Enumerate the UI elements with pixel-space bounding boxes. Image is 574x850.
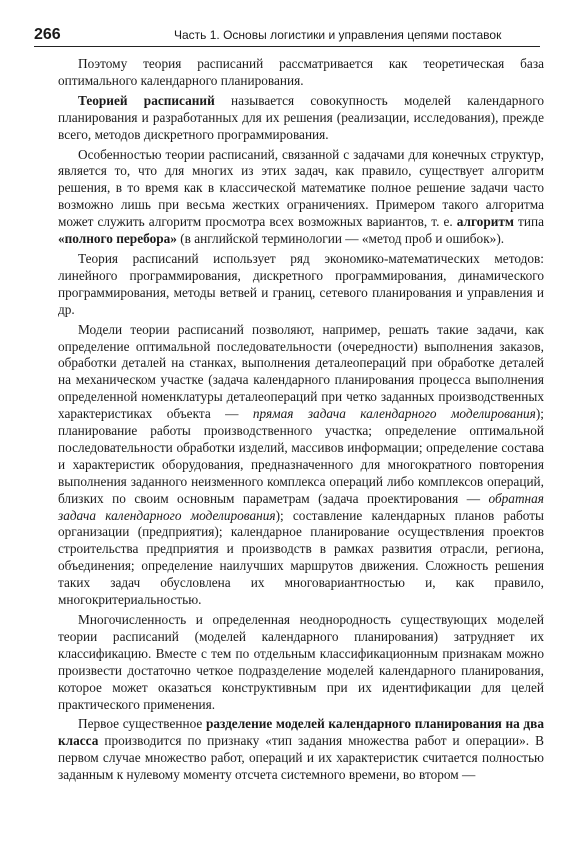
bold-term: разделение моделей календарного планирования на два класса	[58, 716, 544, 749]
text-run: Теория расписаний использует ряд экономико-математических методов: линейного программирования, дискретного программирования, динамического программирования, методы ветвей и границ, сетевого планирования и управления и др.	[58, 250, 544, 317]
bold-term: алгоритм	[456, 214, 514, 230]
text-run: Первое существенное	[78, 716, 206, 732]
bold-term: Теорией расписаний	[78, 92, 215, 108]
paragraph	[58, 56, 544, 90]
paragraph	[58, 612, 544, 713]
text-run: называется совокупность моделей календарного планирования и разработанных для их решения (реализации, исследования), прежде всего, методов дискретного программирования.	[58, 92, 544, 142]
body-text	[58, 56, 544, 784]
paragraph	[58, 251, 544, 319]
paragraph	[58, 716, 544, 784]
text-run: производится по признаку «тип задания множества работ и операции». В первом случае множество работ, операций и их характеристик считается полностью заданным к нулевому моменту отсчета системного времени, во втором —	[58, 733, 544, 783]
italic-term: обратная задача календарного моделирования	[58, 490, 544, 523]
running-head: Часть 1. Основы логистики и управления цепями поставок	[174, 28, 502, 42]
text-run: Модели теории расписаний позволяют, например, решать такие задачи, как определение оптимальной последовательности (очередности) выполнения заказов, обработки деталей на станках, выполнения деталеопераций при обработке деталей на механическом участке (задача календарного планирования процесса выполнения определенной номенклатуры деталеопераций при четко заданных производственных характеристиках объекта —	[58, 321, 544, 422]
text-run: ); составление календарных планов работы организации (предприятия); календарное планирование осуществления проектов строительства предприятия и производств в рамках развития отрасли, региона, объединения; определение наилучших маршрутов движения. Сложность решения таких задач обусловлена их многовариантностью и, как правило, многокритериальностью.	[58, 507, 544, 608]
bold-term: «полного перебора»	[58, 231, 177, 247]
text-run: Многочисленность и определенная неоднородность существующих моделей теории расписаний (моделей календарного планирования) затрудняет их классификацию. Вместе с тем по отдельным классификационным признакам можно произвести достаточно четкое подразделение моделей календарного планирования, которое может оказаться конструктивным при их идентификации для целей практического применения.	[58, 612, 544, 712]
text-run: Особенностью теории расписаний, связанной с задачами для конечных структур, является то, что для многих из этих задач, как правило, существует алгоритм решения, в то время как в классической математике полное решение задачи часто возможно лишь при весьма жестких ограничениях. Примером такого алгоритма может служить алгоритм просмотра всех возможных вариантов, т. е.	[58, 146, 544, 230]
text-run: ); планирование работы производственного участка; определение оптимальной последовательности обработки изделий, массивов информации; определение состава и характеристик оборудования, предназначенного для многократного повторения выполнения заданного неизменного комплекса операций либо комплексов операций, близких по своим основным параметрам (задача проектирования —	[58, 406, 544, 506]
italic-term: прямая задача календарного моделирования	[252, 406, 536, 422]
paragraph	[58, 147, 544, 248]
text-run: (в английской терминологии — «метод проб и ошибок»).	[176, 231, 505, 247]
paragraph	[58, 93, 544, 144]
header-rule	[34, 46, 540, 47]
text-run: типа	[513, 214, 544, 230]
page-number: 266	[34, 26, 61, 43]
paragraph	[58, 322, 544, 609]
page-header	[34, 26, 540, 46]
text-run: Поэтому теория расписаний рассматривается как теоретическая база оптимального календарного планирования.	[58, 56, 544, 88]
